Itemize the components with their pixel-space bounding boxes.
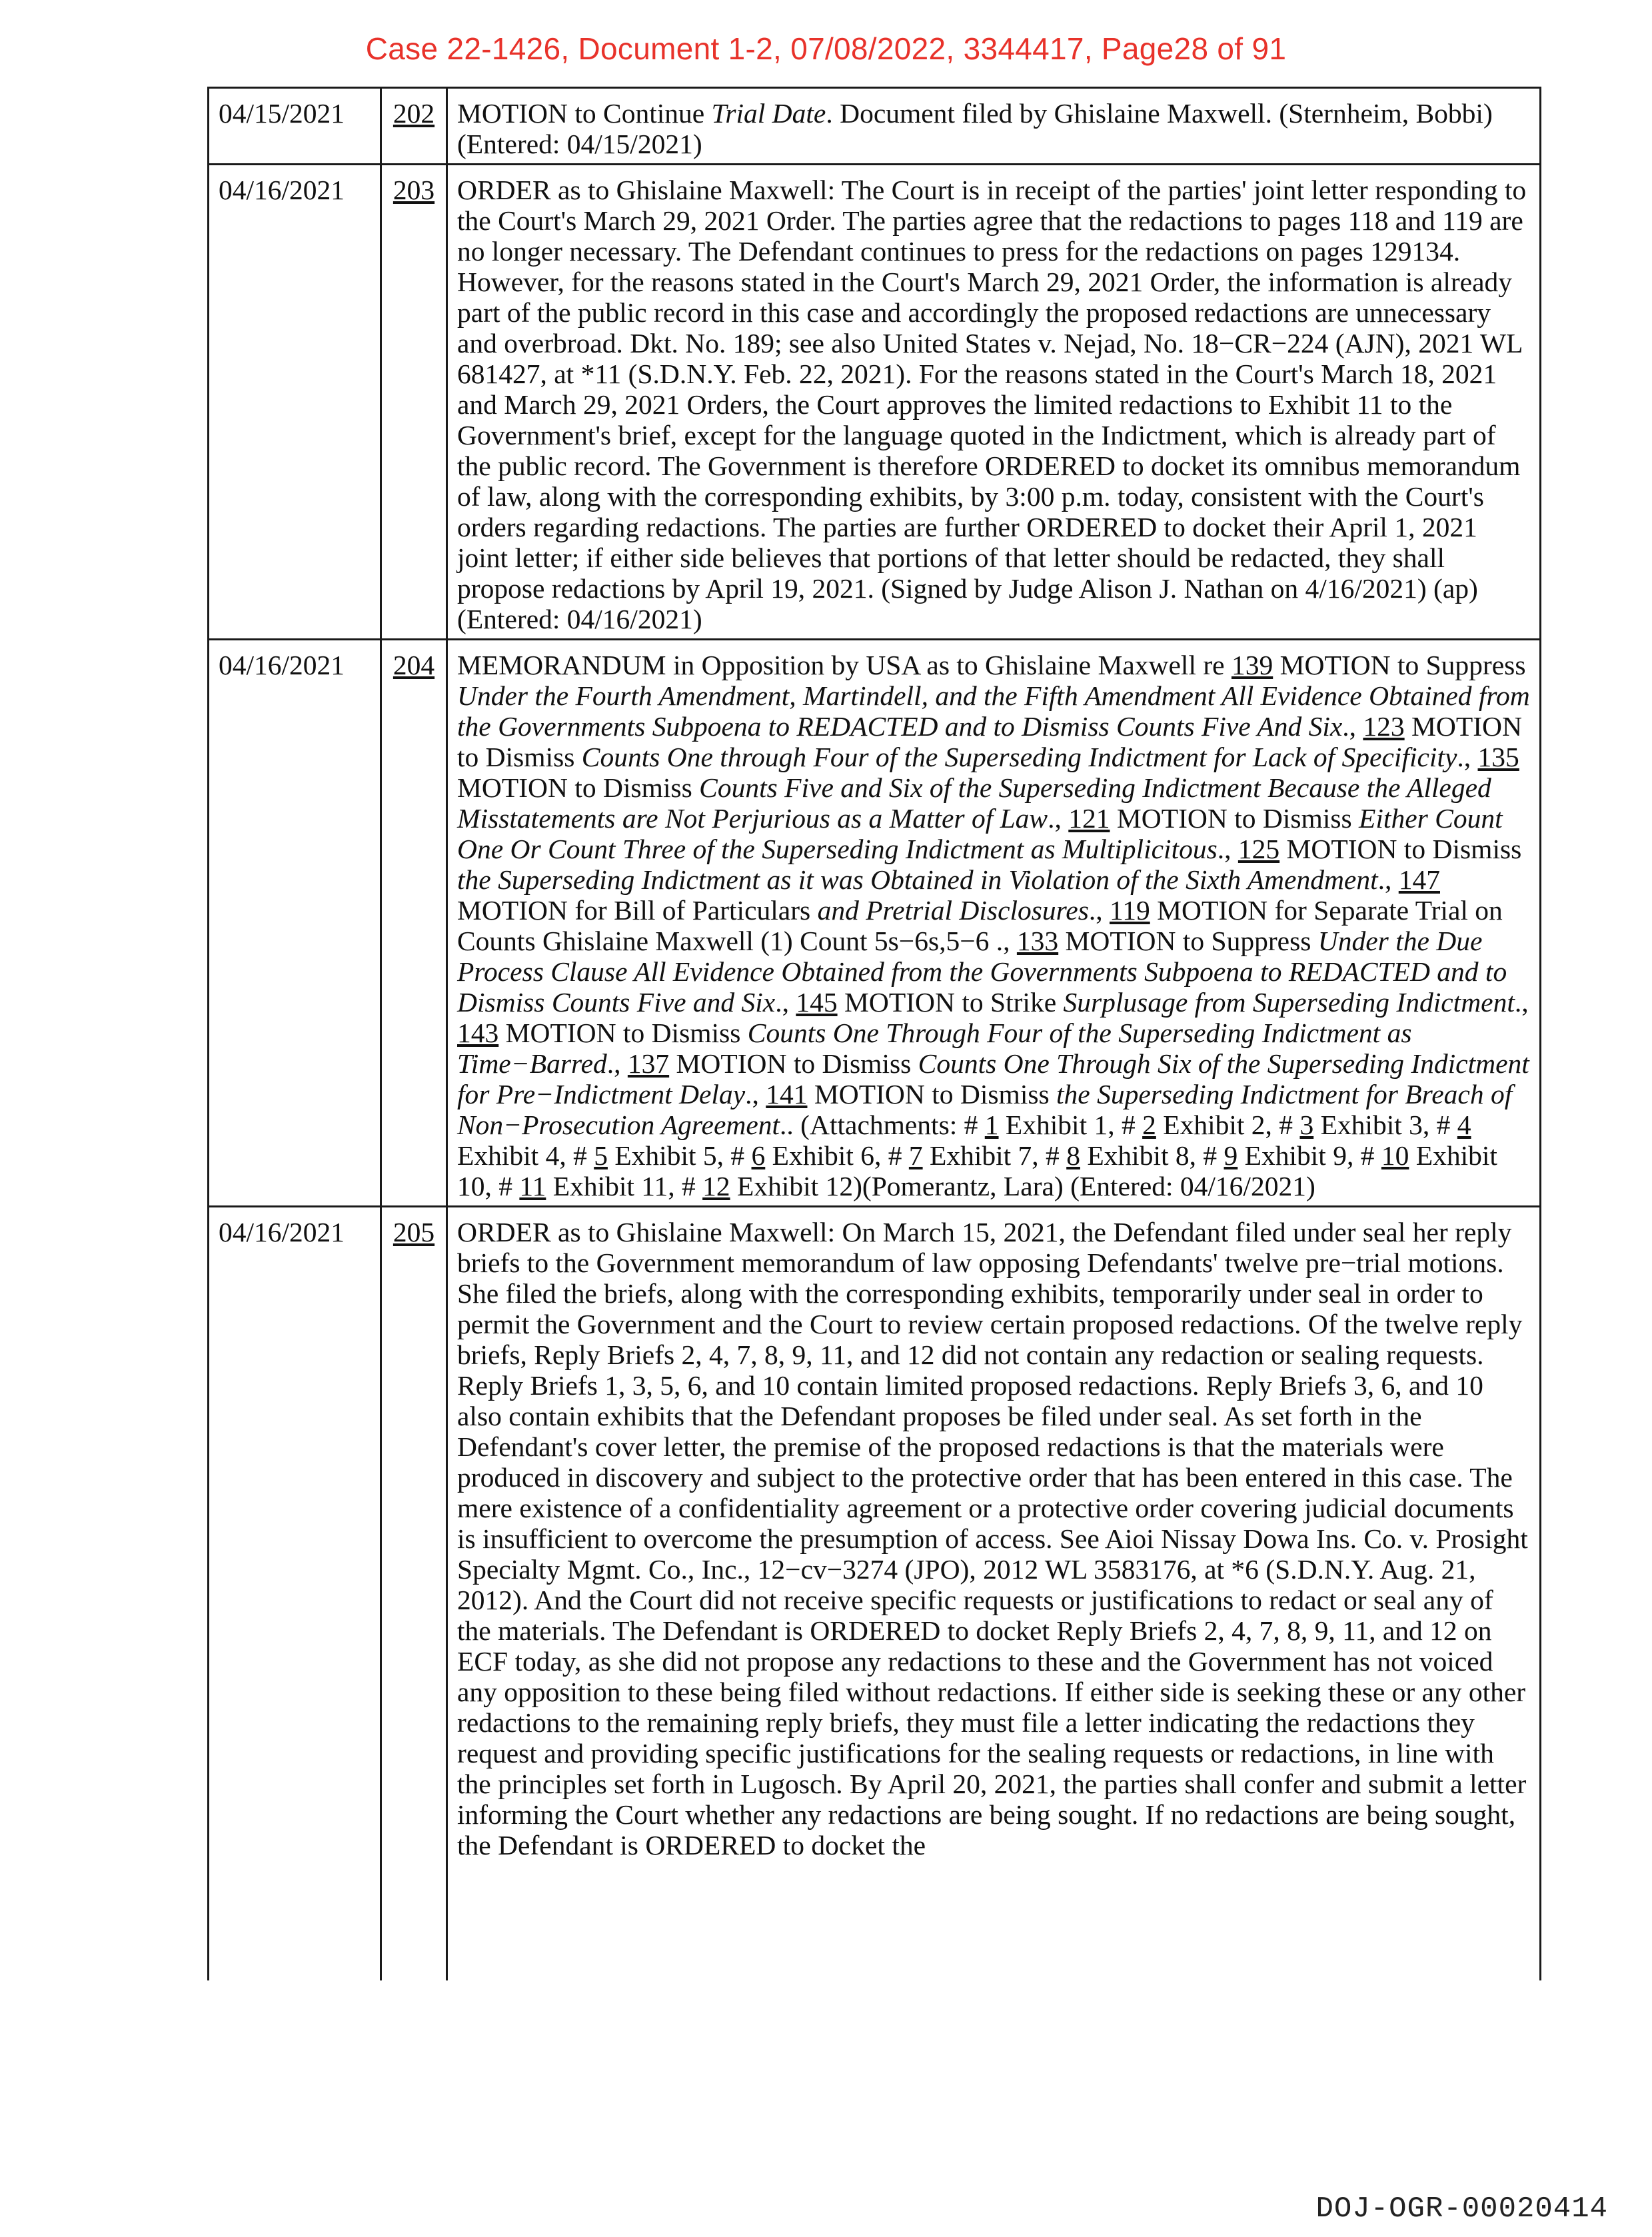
- entry-text-segment: MOTION to Dismiss: [457, 772, 700, 803]
- entry-date: 04/15/2021: [209, 88, 381, 165]
- entry-text-segment: Exhibit 9, #: [1238, 1140, 1381, 1171]
- entry-text-segment: Exhibit 5, #: [607, 1140, 752, 1171]
- document-link[interactable]: 3: [1299, 1110, 1314, 1140]
- document-link[interactable]: 121: [1068, 803, 1110, 834]
- entry-number-link[interactable]: 204: [381, 640, 447, 1207]
- entry-text-segment: MEMORANDUM in Opposition by USA as to Ghislaine Maxwell re: [457, 650, 1232, 680]
- entry-date: 04/16/2021: [209, 640, 381, 1207]
- document-link[interactable]: 4: [1457, 1110, 1471, 1140]
- entry-text-segment: .,: [1342, 711, 1363, 742]
- entry-text: [447, 640, 1541, 1207]
- docket-table: [207, 87, 1541, 1980]
- entry-text-segment: MOTION for Separate Trial on Counts Ghislaine Maxwell (1) Count 5s−6s,5−6 .,: [457, 895, 1503, 956]
- document-link[interactable]: 12: [702, 1171, 730, 1201]
- document-link[interactable]: 119: [1110, 895, 1150, 926]
- entry-text-segment: Exhibit 11, #: [546, 1171, 703, 1201]
- entry-text-segment: .,: [1457, 742, 1478, 772]
- document-link[interactable]: 10: [1381, 1140, 1409, 1171]
- entry-text-segment: .,: [1088, 895, 1110, 926]
- entry-text-segment: Exhibit 12)(Pomerantz, Lara) (Entered: 04/16/2021): [730, 1171, 1315, 1201]
- entry-date: 04/16/2021: [209, 1207, 381, 1981]
- case-header: Case 22-1426, Document 1-2, 07/08/2022, 3344417, Page28 of 91: [365, 31, 1287, 66]
- entry-text-segment: .,: [745, 1079, 766, 1110]
- entry-text-segment: .,: [775, 987, 796, 1018]
- entry-text: [447, 88, 1541, 165]
- document-link[interactable]: 1: [984, 1110, 999, 1140]
- document-link[interactable]: 123: [1363, 711, 1405, 742]
- motion-title: Counts One through Four of the Superseding Indictment for Lack of Specificity: [581, 742, 1457, 772]
- entry-text-segment: .,: [1377, 864, 1399, 895]
- entry-text-segment: MOTION to Dismiss: [669, 1048, 918, 1079]
- entry-text-segment: MOTION to Continue: [457, 98, 712, 129]
- entry-text-segment: .,: [606, 1048, 628, 1079]
- docket-entry: [209, 1207, 1541, 1981]
- document-link[interactable]: 135: [1477, 742, 1519, 772]
- document-link[interactable]: 143: [457, 1018, 499, 1048]
- entry-text-segment: Exhibit 10, #: [457, 1140, 1497, 1201]
- entry-text-segment: MOTION to Suppress: [1058, 926, 1318, 956]
- entry-text-segment: MOTION to Dismiss: [1110, 803, 1359, 834]
- motion-title: Counts One Through Six of the Superseding Indictment for Pre−Indictment Delay: [457, 1048, 1529, 1110]
- entry-text-segment: .,: [1048, 803, 1069, 834]
- docket-entry: [209, 88, 1541, 165]
- docket-entry: [209, 640, 1541, 1207]
- document-link[interactable]: 141: [766, 1079, 808, 1110]
- entry-text-segment: Exhibit 6, #: [765, 1140, 909, 1171]
- entry-text-segment: MOTION to Dismiss: [807, 1079, 1057, 1110]
- entry-text-segment: MOTION for Bill of Particulars: [457, 895, 818, 926]
- entry-text-segment: Exhibit 7, #: [922, 1140, 1067, 1171]
- document-link[interactable]: 11: [519, 1171, 546, 1201]
- entry-text-segment: .,: [1217, 834, 1238, 864]
- entry-text-segment: ORDER as to Ghislaine Maxwell: The Court is in receipt of the parties' joint letter responding to the Court's March 29, 2021 Order. The parties agree that the redactions to pages 118 and 119 are no longer necessary. The Defendant continues to press for the redactions on pages 129134. However, for the reasons stated in the Court's March 29, 2021 Order, the information is already part of the public record in this case and accordingly the proposed redactions are unnecessary and overbroad. Dkt. No. 189; see also United States v. Nejad, No. 18−CR−224 (AJN), 2021 WL 681427, at *11 (S.D.N.Y. Feb. 22, 2021). For the reasons stated in the Court's March 18, 2021 and March 29, 2021 Orders, the Court approves the limited redactions to Exhibit 11 to the Government's brief, except for the language quoted in the Indictment, which is already part of the public record. The Government is therefore ORDERED to docket its omnibus memorandum of law, along with the corresponding exhibits, by 3:00 p.m. today, consistent with the Court's orders regarding redactions. The parties are further ORDERED to docket their April 1, 2021 joint letter; if either side believes that portions of that letter should be redacted, they shall propose redactions by April 19, 2021. (Signed by Judge Alison J. Nathan on 4/16/2021) (ap) (Entered: 04/16/2021): [457, 175, 1527, 634]
- document-link[interactable]: 2: [1142, 1110, 1156, 1140]
- bates-number: DOJ-OGR-00020414: [1315, 2192, 1608, 2226]
- entry-text-segment: MOTION to Dismiss: [457, 711, 1522, 772]
- entry-text-segment: Exhibit 1, #: [998, 1110, 1143, 1140]
- motion-title: Either Count One Or Count Three of the Superseding Indictment as Multiplicitous: [457, 803, 1503, 864]
- entry-text-segment: MOTION to Suppress: [1273, 650, 1526, 680]
- document-link[interactable]: 139: [1231, 650, 1273, 680]
- document-link[interactable]: 7: [908, 1140, 923, 1171]
- entry-number-link[interactable]: 202: [381, 88, 447, 165]
- entry-text-segment: .,: [1514, 987, 1529, 1018]
- document-link[interactable]: 6: [751, 1140, 766, 1171]
- entry-text-segment: Exhibit 2, #: [1156, 1110, 1300, 1140]
- motion-title: and Pretrial Disclosures: [817, 895, 1089, 926]
- entry-text: [447, 165, 1541, 640]
- entry-number-link[interactable]: 203: [381, 165, 447, 640]
- motion-title: Surplusage from Superseding Indictment: [1063, 987, 1515, 1018]
- entry-text-segment: MOTION to Dismiss: [498, 1018, 748, 1048]
- motion-title: Counts Five and Six of the Superseding Indictment Because the Alleged Misstatements are Not Perjurious as a Matter of Law: [457, 772, 1491, 834]
- entry-text-segment: Exhibit 8, #: [1080, 1140, 1224, 1171]
- entry-text: [447, 1207, 1541, 1981]
- document-link[interactable]: 8: [1066, 1140, 1080, 1171]
- document-link[interactable]: 145: [796, 987, 838, 1018]
- entry-text-segment: MOTION to Dismiss: [1279, 834, 1522, 864]
- entry-text-segment: ORDER as to Ghislaine Maxwell: On March 15, 2021, the Defendant filed under seal her reply briefs to the Government memorandum of law opposing Defendants' twelve pre−trial motions. She filed the briefs, along with the corresponding exhibits, temporarily under seal in order to permit the Government and the Court to review certain proposed redactions. Of the twelve reply briefs, Reply Briefs 2, 4, 7, 8, 9, 11, and 12 did not contain any redaction or sealing requests. Reply Briefs 1, 3, 5, 6, and 10 contain limited proposed redactions. Reply Briefs 3, 6, and 10 also contain exhibits that the Defendant proposes be filed under seal. As set forth in the Defendant's cover letter, the premise of the proposed redactions is that the materials were produced in discovery and subject to the protective order that has been entered in this case. The mere existence of a confidentiality agreement or a protective order covering judicial documents is insufficient to overcome the presumption of access. See Aioi Nissay Dowa Ins. Co. v. Prosight Specialty Mgmt. Co., Inc., 12−cv−3274 (JPO), 2012 WL 3583176, at *6 (S.D.N.Y. Aug. 21, 2012). And the Court did not receive specific requests or justifications to redact or seal any of the materials. The Defendant is ORDERED to docket Reply Briefs 2, 4, 7, 8, 9, 11, and 12 on ECF today, as she did not propose any redactions to these and the Government has not voiced any opposition to these being filed without redactions. If either side is seeking these or any other redactions to the remaining reply briefs, they must file a letter indicating the redactions they request and providing specific justifications for the sealing requests or redactions, in line with the principles set forth in Lugosch. By April 20, 2021, the parties shall confer and submit a letter informing the Court whether any redactions are being sought. If no redactions are being sought, the Defendant is ORDERED to docket the: [457, 1217, 1528, 1861]
- motion-title: Under the Fourth Amendment, Martindell, and the Fifth Amendment All Evidence Obtained from the Governments Subpoena to REDACTED and to Dismiss Counts Five And Six: [457, 680, 1530, 742]
- docket-entry: [209, 165, 1541, 640]
- motion-title: the Superseding Indictment for Breach of Non−Prosecution Agreement: [457, 1079, 1513, 1140]
- document-link[interactable]: 125: [1238, 834, 1280, 864]
- entry-number-link[interactable]: 205: [381, 1207, 447, 1981]
- motion-title: Under the Due Process Clause All Evidence Obtained from the Governments Subpoena to REDACTED and to Dismiss Counts Five and Six: [457, 926, 1507, 1018]
- document-link[interactable]: 133: [1016, 926, 1059, 956]
- motion-title: the Superseding Indictment as it was Obtained in Violation of the Sixth Amendment: [457, 864, 1378, 895]
- document-link[interactable]: 147: [1398, 864, 1440, 895]
- document-link[interactable]: 5: [594, 1140, 608, 1171]
- motion-title: Counts One Through Four of the Superseding Indictment as Time−Barred: [457, 1018, 1412, 1079]
- document-link[interactable]: 137: [627, 1048, 670, 1079]
- entry-text-segment: . Document filed by Ghislaine Maxwell. (Sternheim, Bobbi) (Entered: 04/15/2021): [457, 98, 1493, 159]
- motion-title: Trial Date: [711, 98, 826, 129]
- entry-text-segment: Exhibit 4, #: [457, 1140, 594, 1171]
- document-link[interactable]: 9: [1224, 1140, 1238, 1171]
- entry-date: 04/16/2021: [209, 165, 381, 640]
- entry-text-segment: MOTION to Strike: [837, 987, 1064, 1018]
- entry-text-segment: Exhibit 3, #: [1313, 1110, 1457, 1140]
- entry-text-segment: .. (Attachments: #: [780, 1110, 985, 1140]
